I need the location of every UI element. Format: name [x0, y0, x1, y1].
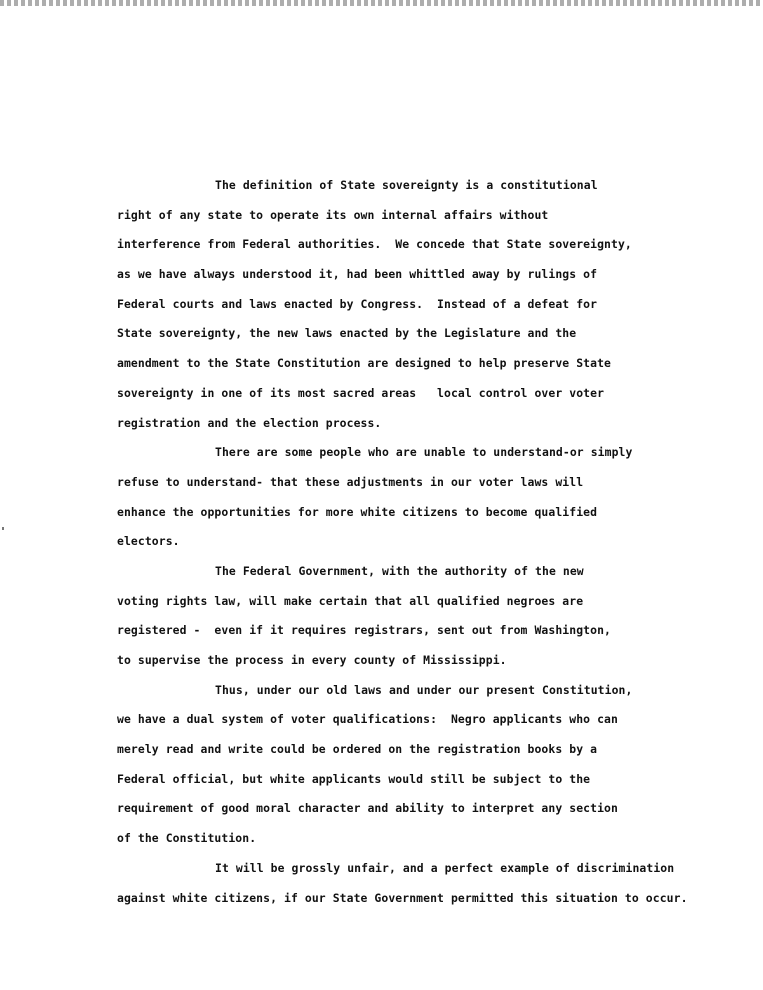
paragraph-4-line-1: Thus, under our old laws and under our present Constitution, [215, 682, 633, 697]
paragraph-5-line-2: against white citizens, if our State Government permitted this situation to occur. [117, 890, 688, 905]
paragraph-5-line-1: It will be grossly unfair, and a perfect example of discrimination [215, 860, 675, 875]
paragraph-1-line-8: sovereignty in one of its most sacred areas local control over voter [117, 385, 605, 400]
paragraph-2-line-2: refuse to understand- that these adjustments in our voter laws will [117, 474, 584, 489]
paragraph-2-line-1: There are some people who are unable to understand-or simply [215, 445, 633, 460]
paragraph-3-line-4: to supervise the process in every county of Mississippi. [117, 653, 507, 667]
paragraph-4-line-3: merely read and write could be ordered on the registration books by a [117, 742, 598, 757]
document-body [117, 171, 737, 913]
paragraph-1-line-7: amendment to the State Constitution are designed to help preserve State [117, 356, 611, 371]
paragraph-3-line-3: registered - even if it requires registrars, sent out from Washington, [117, 623, 611, 638]
scan-mark [2, 527, 4, 530]
paragraph-1-line-5: Federal courts and laws enacted by Congress. Instead of a defeat for [117, 296, 598, 311]
scan-top-edge [0, 0, 763, 6]
paragraph-3-line-2: voting rights law, will make certain that all qualified negroes are [117, 593, 584, 608]
paragraph-4-line-6: of the Constitution. [117, 831, 257, 846]
paragraph-1-line-6: State sovereignty, the new laws enacted by the Legislature and the [117, 326, 577, 341]
paragraph-1-line-1: The definition of State sovereignty is a constitutional [215, 178, 598, 192]
paragraph-1-line-3: interference from Federal authorities. We concede that State sovereignty, [117, 237, 632, 252]
paragraph-4-line-4: Federal official, but white applicants would still be subject to the [117, 771, 591, 786]
paragraph-4-line-2: we have a dual system of voter qualifications: Negro applicants who can [117, 712, 618, 727]
paragraph-3-line-1: The Federal Government, with the authority of the new [215, 563, 584, 578]
paragraph-2-line-3: enhance the opportunities for more white citizens to become qualified [117, 504, 598, 519]
paragraph-1-line-4: as we have always understood it, had been whittled away by rulings of [117, 267, 598, 282]
paragraph-4-line-5: requirement of good moral character and ability to interpret any section [117, 801, 618, 816]
paragraph-1-line-9: registration and the election process. [117, 415, 382, 430]
paragraph-1-line-2: right of any state to operate its own internal affairs without [117, 207, 549, 222]
paragraph-2-line-4: electors. [117, 534, 180, 549]
